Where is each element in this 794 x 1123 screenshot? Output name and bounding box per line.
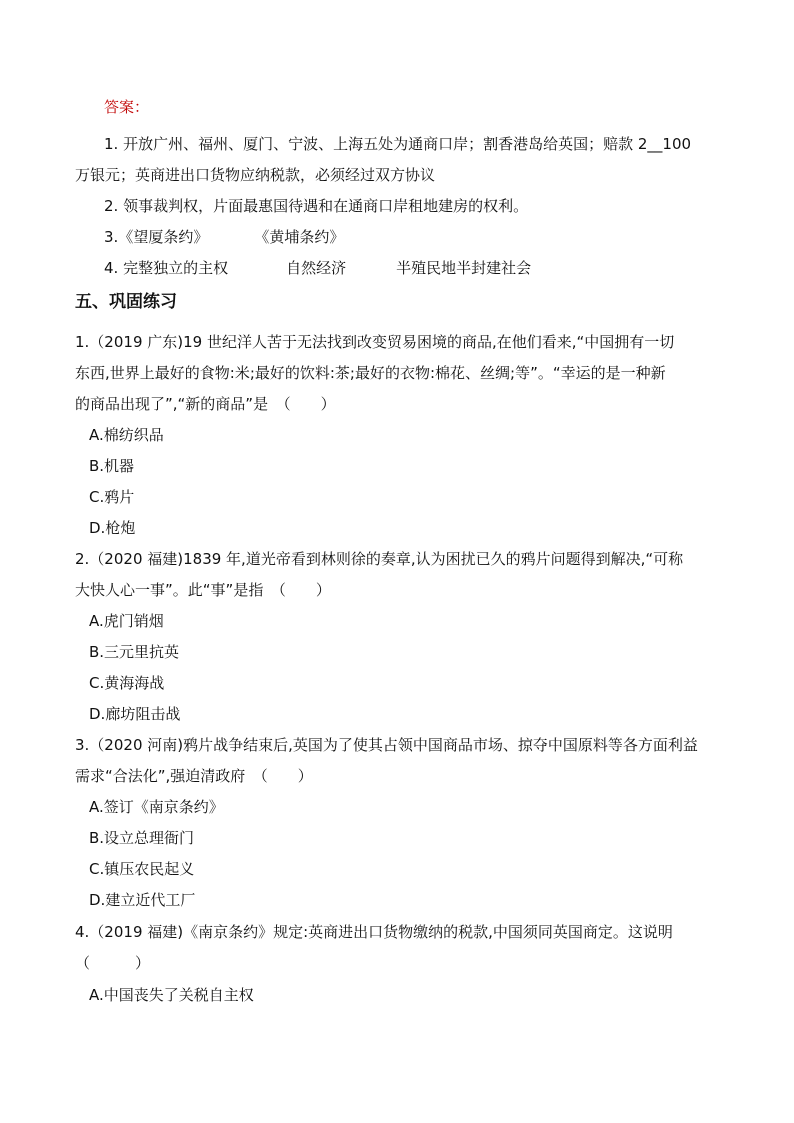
- answer-item-3-number: 3.: [104, 228, 119, 246]
- answer-item-4: [104, 258, 531, 278]
- answer-item-3: [104, 227, 344, 247]
- question-2-line-2: 大快人心一事”。此“事”是指 （ ）: [75, 581, 331, 599]
- question-4-line-1: 4.（2019 福建)《南京条约》规定:英商进出口货物缴纳的税款,中国须同英国商定。这说明: [75, 923, 673, 941]
- question-2-option-b: B.三元里抗英: [89, 643, 180, 661]
- question-2-option-d: D.廊坊阻击战: [89, 705, 181, 723]
- question-1-line-2: 东西,世界上最好的食物:米;最好的饮料:茶;最好的衣物:棉花、丝绸;等”。“幸运的是一种新: [75, 364, 666, 382]
- answer-item-4-number: 4.: [104, 259, 119, 277]
- section-title: 五、巩固练习: [75, 292, 177, 312]
- question-1-option-c: C.鸦片: [89, 488, 135, 506]
- answer-item-4-c: 半殖民地半封建社会: [396, 259, 532, 277]
- answer-item-2: 2. 领事裁判权，片面最惠国待遇和在通商口岸租地建房的权利。: [104, 197, 529, 215]
- question-2-option-c: C.黄海海战: [89, 674, 165, 692]
- answer-item-4-a: 完整独立的主权: [123, 259, 229, 277]
- question-1-line-1: 1.（2019 广东)19 世纪洋人苦于无法找到改变贸易困境的商品,在他们看来,“中国拥有一切: [75, 333, 675, 351]
- answer-item-4-b: 自然经济: [286, 259, 347, 277]
- question-2-option-a: A.虎门销烟: [89, 612, 164, 630]
- question-4-option-a: A.中国丧失了关税自主权: [89, 986, 254, 1004]
- question-1-option-b: B.机器: [89, 457, 135, 475]
- question-3-option-a: A.签订《南京条约》: [89, 798, 224, 816]
- answer-item-1-line-2: 万银元；英商进出口货物应纳税款，必须经过双方协议: [75, 166, 436, 184]
- answer-item-1-line-1: 1. 开放广州、福州、厦门、宁波、上海五处为通商口岸；割香港岛给英国；赔款 2__100: [104, 135, 692, 153]
- question-1-option-a: A.棉纺织品: [89, 426, 164, 444]
- question-1-option-d: D.枪炮: [89, 519, 136, 537]
- question-1-line-3: 的商品出现了”,“新的商品”是 （ ）: [75, 395, 336, 413]
- question-3-option-c: C.镇压农民起义: [89, 860, 195, 878]
- question-3-option-d: D.建立近代工厂: [89, 891, 196, 909]
- question-4-line-2: （ ）: [75, 954, 151, 972]
- answer-label: 答案：: [104, 98, 150, 116]
- answer-item-3-treaty-b: 《黄埔条约》: [254, 228, 345, 246]
- question-2-line-1: 2.（2020 福建)1839 年,道光帝看到林则徐的奏章,认为困扰已久的鸦片问题得到解决,“可称: [75, 550, 684, 568]
- question-3-option-b: B.设立总理衙门: [89, 829, 195, 847]
- question-3-line-2: 需求“合法化”,强迫清政府 （ ）: [75, 767, 313, 785]
- answer-item-3-treaty-a: 《望厦条约》: [118, 228, 209, 246]
- question-3-line-1: 3.（2020 河南)鸦片战争结束后,英国为了使其占领中国商品市场、掠夺中国原料等各方面利益: [75, 736, 698, 754]
